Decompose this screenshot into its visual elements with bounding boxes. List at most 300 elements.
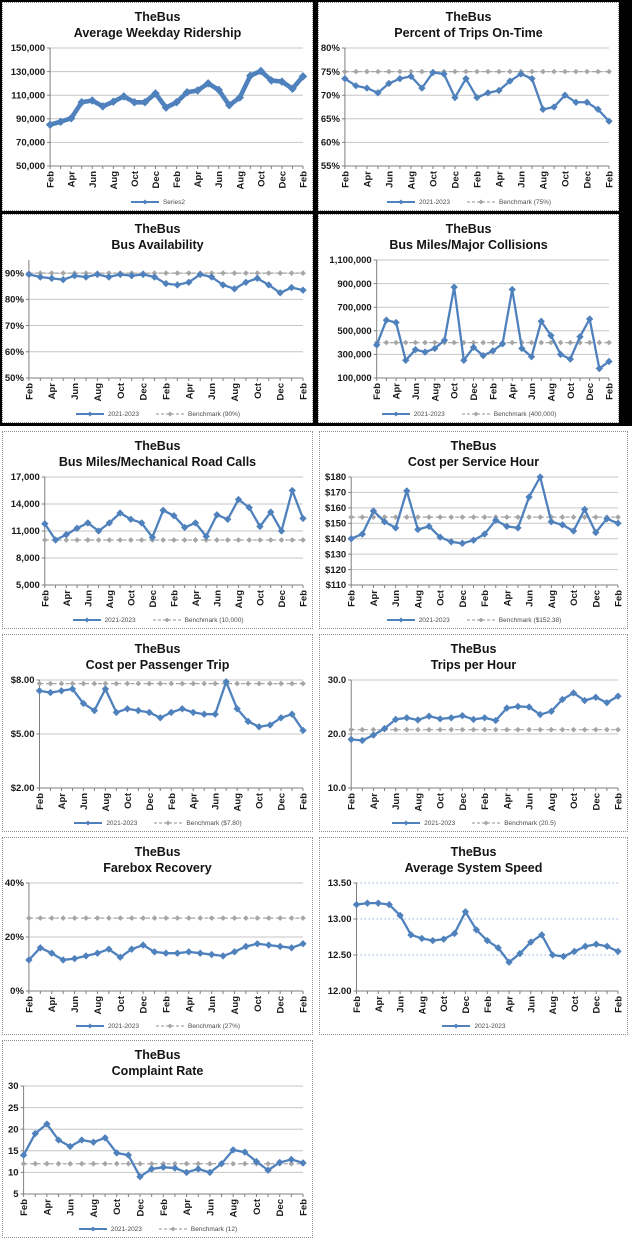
- chart-title-line1: TheBus: [134, 222, 181, 236]
- svg-text:Dec: Dec: [276, 590, 288, 608]
- chart-legend: [3, 1225, 312, 1233]
- svg-text:90,000: 90,000: [16, 114, 46, 125]
- chart-title: [320, 642, 627, 673]
- chart-title: [3, 642, 312, 673]
- svg-text:Dec: Dec: [460, 996, 472, 1014]
- svg-text:700,000: 700,000: [337, 302, 372, 314]
- svg-text:Oct: Oct: [112, 1199, 124, 1215]
- svg-text:Oct: Oct: [256, 171, 268, 187]
- svg-text:Feb: Feb: [298, 383, 310, 400]
- on-time-line-chart: [319, 43, 618, 193]
- svg-text:50%: 50%: [4, 373, 24, 385]
- series-line-swatch: [381, 410, 411, 418]
- svg-text:Jun: Jun: [526, 996, 538, 1013]
- svg-text:Feb: Feb: [45, 171, 57, 188]
- availability-line-chart: [3, 255, 312, 405]
- svg-text:Jun: Jun: [207, 996, 219, 1013]
- legend-label: 2021-2023: [107, 1022, 140, 1030]
- chart-title-line1: TheBus: [134, 10, 181, 24]
- legend-label: 2021-2023: [110, 1225, 142, 1233]
- legend-item-benchmark: [153, 819, 241, 827]
- chart-title-line1: TheBus: [450, 439, 497, 453]
- svg-text:Oct: Oct: [122, 793, 134, 809]
- legend-label: Benchmark (75%): [499, 198, 552, 206]
- svg-text:Apr: Apr: [56, 793, 68, 810]
- chart-panel-bus-availability: [2, 214, 313, 423]
- svg-text:Oct: Oct: [129, 171, 141, 187]
- svg-text:Feb: Feb: [352, 996, 363, 1013]
- legend-item-series: [73, 819, 137, 827]
- svg-text:100,000: 100,000: [337, 373, 372, 385]
- svg-text:Oct: Oct: [449, 383, 461, 399]
- svg-text:Feb: Feb: [372, 383, 384, 400]
- svg-text:Apr: Apr: [391, 383, 403, 400]
- svg-text:55%: 55%: [320, 161, 340, 173]
- chart-title: [3, 222, 312, 253]
- series-line-swatch: [75, 1022, 105, 1030]
- svg-text:Aug: Aug: [100, 793, 112, 812]
- svg-text:13.00: 13.00: [327, 914, 352, 926]
- svg-text:Dec: Dec: [144, 793, 156, 811]
- svg-text:Feb: Feb: [346, 793, 358, 810]
- series-line-swatch: [130, 198, 160, 206]
- chart-legend: [3, 1022, 312, 1030]
- farebox-line-chart: [3, 878, 312, 1018]
- svg-text:Jun: Jun: [207, 383, 219, 400]
- legend-label: Benchmark (90%): [188, 410, 241, 418]
- svg-text:Aug: Aug: [430, 383, 442, 402]
- svg-text:Feb: Feb: [40, 590, 52, 607]
- svg-text:17,000: 17,000: [10, 472, 40, 484]
- svg-text:150,000: 150,000: [10, 43, 46, 55]
- svg-text:12.50: 12.50: [327, 950, 352, 962]
- svg-text:Dec: Dec: [135, 1199, 147, 1217]
- legend-item-series: [78, 1225, 142, 1233]
- svg-text:Aug: Aug: [235, 171, 247, 190]
- legend-item-series: [75, 410, 139, 418]
- legend-item-series: [391, 819, 455, 827]
- svg-text:Feb: Feb: [161, 383, 173, 400]
- svg-text:Dec: Dec: [457, 793, 469, 811]
- svg-text:Dec: Dec: [591, 590, 603, 608]
- chart-title-line2: Trips per Hour: [430, 657, 517, 672]
- legend-item-series: [441, 1022, 505, 1030]
- chart-title-line2: Bus Availability: [111, 237, 204, 252]
- legend-item-benchmark: [155, 410, 240, 418]
- svg-text:Apr: Apr: [368, 793, 380, 810]
- svg-text:Aug: Aug: [229, 996, 241, 1015]
- svg-text:8,000: 8,000: [16, 553, 40, 565]
- chart-panel-bus-miles-mechanical-road-calls: [2, 431, 313, 629]
- cost-passenger-trip-line-chart: [3, 675, 312, 815]
- chart-panel-average-system-speed: [319, 837, 628, 1035]
- top-chart-block: [0, 0, 632, 426]
- svg-text:Dec: Dec: [275, 1199, 287, 1217]
- svg-text:Apr: Apr: [362, 171, 374, 188]
- svg-text:$110: $110: [325, 580, 347, 592]
- svg-text:Dec: Dec: [585, 383, 597, 401]
- ridership-line-chart: [3, 43, 312, 193]
- legend-item-benchmark: [461, 410, 557, 418]
- svg-text:Aug: Aug: [232, 793, 244, 812]
- svg-text:90%: 90%: [4, 268, 24, 280]
- chart-panel-farebox-recovery: [2, 837, 313, 1035]
- chart-panel-trips-per-hour: [319, 634, 628, 832]
- svg-text:Jun: Jun: [395, 996, 407, 1013]
- svg-text:Apr: Apr: [184, 383, 196, 400]
- series-line-swatch: [386, 198, 416, 206]
- legend-label: 2021-2023: [413, 410, 445, 418]
- svg-text:Oct: Oct: [252, 383, 264, 399]
- svg-text:Aug: Aug: [546, 383, 558, 402]
- svg-text:40%: 40%: [4, 878, 24, 890]
- svg-text:Jun: Jun: [65, 1199, 77, 1216]
- chart-title-line2: Average Weekday Ridership: [73, 25, 242, 40]
- series-line-swatch: [441, 1022, 471, 1030]
- svg-text:Feb: Feb: [604, 171, 616, 188]
- svg-text:80%: 80%: [320, 43, 340, 55]
- chart-legend: [3, 198, 312, 206]
- chart-legend: [319, 410, 618, 418]
- svg-text:Apr: Apr: [502, 793, 514, 810]
- chart-row-4: [2, 634, 628, 832]
- svg-text:Feb: Feb: [482, 996, 494, 1013]
- legend-label: 2021-2023: [418, 198, 451, 206]
- series-line-swatch: [391, 819, 421, 827]
- chart-title-line1: TheBus: [445, 10, 492, 24]
- svg-text:Feb: Feb: [298, 996, 310, 1013]
- svg-text:Aug: Aug: [92, 383, 104, 402]
- svg-text:Oct: Oct: [115, 383, 127, 399]
- benchmark-line-swatch: [466, 616, 496, 624]
- svg-text:Jun: Jun: [524, 793, 536, 810]
- svg-text:65%: 65%: [320, 114, 340, 125]
- series-line-swatch: [78, 1225, 108, 1233]
- legend-item-series: [75, 1022, 139, 1030]
- svg-text:Feb: Feb: [24, 383, 36, 400]
- svg-text:Feb: Feb: [166, 793, 178, 810]
- chart-row-3: [2, 431, 628, 629]
- svg-text:Jun: Jun: [205, 1199, 217, 1216]
- chart-title-line2: Farebox Recovery: [103, 860, 212, 875]
- svg-text:Apr: Apr: [47, 383, 59, 400]
- svg-text:80%: 80%: [4, 294, 24, 306]
- chart-title-line2: Bus Miles/Major Collisions: [389, 237, 548, 252]
- collisions-line-chart: [319, 255, 618, 405]
- svg-text:Dec: Dec: [457, 590, 469, 608]
- benchmark-line-swatch: [461, 410, 491, 418]
- empty-slot: [319, 1040, 628, 1238]
- svg-text:$150: $150: [325, 518, 347, 530]
- svg-text:70%: 70%: [4, 320, 24, 332]
- legend-item-benchmark: [152, 616, 244, 624]
- svg-text:Aug: Aug: [233, 590, 245, 609]
- chart-panel-complaint-rate: [2, 1040, 313, 1238]
- chart-legend: [320, 616, 627, 624]
- legend-item-benchmark: [466, 198, 551, 206]
- svg-text:Oct: Oct: [560, 171, 572, 187]
- svg-text:$130: $130: [325, 549, 347, 561]
- cost-service-hour-line-chart: [320, 472, 627, 612]
- series-line-swatch: [75, 410, 105, 418]
- svg-text:$180: $180: [325, 472, 347, 484]
- chart-row-1: [2, 2, 619, 211]
- legend-item-benchmark: [466, 616, 562, 624]
- chart-title: [3, 439, 312, 470]
- svg-text:Dec: Dec: [147, 590, 159, 608]
- svg-text:Feb: Feb: [346, 590, 358, 607]
- svg-text:Dec: Dec: [277, 171, 289, 189]
- chart-panel-cost-per-passenger-trip: [2, 634, 313, 832]
- svg-text:Aug: Aug: [92, 996, 104, 1015]
- svg-text:Feb: Feb: [24, 996, 36, 1013]
- chart-title: [319, 10, 618, 41]
- legend-item-benchmark: [158, 1225, 237, 1233]
- chart-title-line1: TheBus: [134, 1048, 181, 1062]
- chart-title: [3, 845, 312, 876]
- chart-panel-percent-trips-on-time: [318, 2, 619, 211]
- svg-text:$170: $170: [325, 487, 347, 499]
- svg-text:Feb: Feb: [161, 996, 173, 1013]
- chart-title-line1: TheBus: [134, 845, 181, 859]
- svg-text:Apr: Apr: [47, 996, 59, 1013]
- svg-text:11,000: 11,000: [11, 526, 40, 538]
- legend-label: Benchmark (27%): [188, 1022, 241, 1030]
- svg-text:Feb: Feb: [35, 793, 46, 810]
- benchmark-line-swatch: [155, 1022, 185, 1030]
- svg-text:Feb: Feb: [613, 590, 625, 607]
- svg-text:$140: $140: [325, 533, 347, 545]
- svg-text:0%: 0%: [10, 986, 24, 998]
- svg-text:Oct: Oct: [254, 793, 266, 809]
- chart-title-line1: TheBus: [134, 642, 181, 656]
- legend-label: Benchmark ($152.38): [498, 616, 562, 624]
- svg-text:Apr: Apr: [504, 996, 516, 1013]
- svg-text:Dec: Dec: [582, 171, 594, 189]
- svg-text:Apr: Apr: [182, 1199, 194, 1216]
- legend-label: 2021-2023: [104, 616, 136, 624]
- svg-text:Aug: Aug: [229, 383, 241, 402]
- svg-text:Jun: Jun: [212, 590, 224, 607]
- svg-text:70%: 70%: [320, 90, 340, 102]
- svg-text:Feb: Feb: [604, 383, 616, 400]
- svg-text:Jun: Jun: [391, 590, 403, 607]
- svg-text:13.50: 13.50: [327, 878, 352, 890]
- system-speed-line-chart: [320, 878, 627, 1018]
- legend-label: Benchmark ($7.80): [186, 819, 242, 827]
- chart-title-line2: Percent of Trips On-Time: [394, 25, 543, 40]
- svg-text:Jun: Jun: [516, 171, 528, 188]
- svg-text:20: 20: [8, 1124, 19, 1136]
- svg-text:Oct: Oct: [569, 996, 581, 1012]
- svg-text:Oct: Oct: [255, 590, 267, 606]
- svg-text:Feb: Feb: [169, 590, 181, 607]
- svg-text:Feb: Feb: [472, 171, 484, 188]
- svg-text:Aug: Aug: [538, 171, 550, 190]
- svg-text:12.00: 12.00: [327, 986, 352, 998]
- chart-panel-cost-per-service-hour: [319, 431, 628, 629]
- chart-legend: [3, 410, 312, 418]
- chart-legend: [320, 1022, 627, 1030]
- svg-text:Jun: Jun: [524, 590, 536, 607]
- chart-title: [320, 439, 627, 470]
- chart-title-line2: Average System Speed: [404, 860, 543, 875]
- svg-text:300,000: 300,000: [337, 349, 372, 361]
- road-calls-line-chart: [3, 472, 312, 612]
- legend-label: 2021-2023: [107, 410, 140, 418]
- svg-text:20%: 20%: [4, 932, 24, 944]
- svg-text:5,000: 5,000: [16, 580, 40, 592]
- svg-text:Feb: Feb: [158, 1199, 170, 1216]
- svg-text:15: 15: [8, 1146, 19, 1157]
- chart-title: [3, 1048, 312, 1079]
- svg-text:Feb: Feb: [298, 590, 310, 607]
- svg-text:130,000: 130,000: [10, 66, 46, 78]
- svg-text:Dec: Dec: [138, 383, 150, 401]
- chart-row-2: [2, 214, 619, 423]
- chart-title-line1: TheBus: [450, 845, 497, 859]
- benchmark-line-swatch: [153, 819, 183, 827]
- svg-text:60%: 60%: [4, 346, 24, 358]
- svg-text:Jun: Jun: [410, 383, 422, 400]
- svg-text:20.0: 20.0: [327, 729, 347, 741]
- svg-text:Feb: Feb: [488, 383, 500, 400]
- svg-text:Feb: Feb: [298, 793, 310, 810]
- svg-text:$120: $120: [325, 564, 347, 576]
- legend-label: 2021-2023: [418, 616, 450, 624]
- svg-text:70,000: 70,000: [16, 137, 46, 149]
- svg-text:50,000: 50,000: [16, 161, 46, 173]
- svg-text:Dec: Dec: [150, 171, 162, 189]
- svg-text:Oct: Oct: [569, 590, 581, 606]
- legend-label: Benchmark (20.5): [504, 819, 556, 827]
- svg-text:Dec: Dec: [591, 996, 603, 1014]
- svg-text:Aug: Aug: [546, 590, 558, 609]
- svg-text:Feb: Feb: [340, 171, 352, 188]
- svg-text:500,000: 500,000: [337, 326, 372, 337]
- svg-text:Jun: Jun: [87, 171, 99, 188]
- svg-text:Feb: Feb: [19, 1199, 31, 1216]
- benchmark-line-swatch: [155, 410, 185, 418]
- svg-text:Aug: Aug: [108, 171, 120, 190]
- svg-text:$5.00: $5.00: [10, 729, 35, 741]
- svg-text:110,000: 110,000: [11, 90, 46, 102]
- chart-legend: [3, 819, 312, 827]
- svg-text:Jun: Jun: [527, 383, 539, 400]
- svg-text:Apr: Apr: [42, 1199, 54, 1216]
- svg-text:Oct: Oct: [565, 383, 577, 399]
- svg-text:Apr: Apr: [373, 996, 385, 1013]
- benchmark-line-swatch: [466, 198, 496, 206]
- svg-text:5: 5: [13, 1189, 19, 1201]
- chart-title-line2: Complaint Rate: [111, 1063, 204, 1078]
- series-line-swatch: [386, 616, 416, 624]
- svg-text:Jun: Jun: [214, 171, 226, 188]
- chart-title-line2: Cost per Service Hour: [407, 454, 540, 469]
- svg-text:$2.00: $2.00: [10, 783, 35, 795]
- trips-per-hour-line-chart: [320, 675, 627, 815]
- chart-row-5: [2, 837, 628, 1035]
- series-line-swatch: [73, 819, 103, 827]
- svg-text:Apr: Apr: [66, 171, 78, 188]
- chart-panel-average-weekday-ridership: [2, 2, 313, 211]
- legend-label: Benchmark (400,000): [493, 410, 557, 418]
- svg-text:30.0: 30.0: [327, 675, 347, 687]
- svg-text:Aug: Aug: [546, 793, 558, 812]
- legend-item-series: [72, 616, 136, 624]
- svg-text:Oct: Oct: [439, 996, 451, 1012]
- chart-title: [3, 10, 312, 41]
- svg-text:Aug: Aug: [417, 996, 429, 1015]
- svg-text:Jun: Jun: [70, 996, 82, 1013]
- legend-label: Benchmark (10,000): [184, 616, 244, 624]
- svg-text:$8.00: $8.00: [10, 675, 35, 687]
- svg-text:Dec: Dec: [275, 996, 287, 1014]
- svg-text:Jun: Jun: [384, 171, 396, 188]
- legend-item-benchmark: [471, 819, 556, 827]
- svg-text:10: 10: [8, 1167, 19, 1179]
- svg-text:Jun: Jun: [83, 590, 95, 607]
- svg-text:Aug: Aug: [548, 996, 560, 1015]
- svg-text:Feb: Feb: [298, 171, 310, 188]
- chart-legend: [320, 819, 627, 827]
- svg-text:Jun: Jun: [70, 383, 82, 400]
- chart-title-line2: Bus Miles/Mechanical Road Calls: [58, 454, 257, 469]
- legend-item-series: [386, 616, 450, 624]
- svg-text:Dec: Dec: [591, 793, 603, 811]
- svg-text:Aug: Aug: [88, 1199, 100, 1218]
- svg-text:Jun: Jun: [210, 793, 222, 810]
- svg-text:Apr: Apr: [184, 996, 196, 1013]
- svg-text:Feb: Feb: [613, 793, 625, 810]
- benchmark-line-swatch: [471, 819, 501, 827]
- svg-text:Aug: Aug: [228, 1199, 240, 1218]
- legend-label: Series2: [162, 198, 186, 206]
- svg-text:900,000: 900,000: [337, 278, 372, 290]
- svg-text:1,100,000: 1,100,000: [329, 255, 372, 267]
- legend-label: 2021-2023: [474, 1022, 506, 1030]
- legend-label: Benchmark (12): [190, 1225, 238, 1233]
- chart-title-line2: Cost per Passenger Trip: [85, 657, 230, 672]
- svg-text:Jun: Jun: [391, 793, 403, 810]
- svg-text:Oct: Oct: [252, 996, 264, 1012]
- svg-text:Apr: Apr: [188, 793, 200, 810]
- svg-text:Jun: Jun: [78, 793, 90, 810]
- svg-text:60%: 60%: [320, 137, 340, 149]
- svg-text:Oct: Oct: [428, 171, 440, 187]
- svg-text:Apr: Apr: [368, 590, 380, 607]
- legend-item-series: [130, 198, 185, 206]
- chart-legend: [319, 198, 618, 206]
- chart-title-line1: TheBus: [450, 642, 497, 656]
- svg-text:Aug: Aug: [413, 590, 425, 609]
- chart-row-6: [2, 1040, 628, 1238]
- chart-panel-bus-miles-major-collisions: [318, 214, 619, 423]
- legend-item-benchmark: [155, 1022, 240, 1030]
- chart-legend: [3, 616, 312, 624]
- svg-text:$160: $160: [325, 503, 347, 515]
- svg-text:Apr: Apr: [193, 171, 205, 188]
- svg-text:Dec: Dec: [450, 171, 462, 189]
- svg-text:Dec: Dec: [138, 996, 150, 1014]
- svg-text:25: 25: [8, 1102, 19, 1114]
- complaint-rate-line-chart: [3, 1081, 312, 1221]
- svg-text:Apr: Apr: [190, 590, 202, 607]
- svg-text:14,000: 14,000: [10, 499, 40, 511]
- legend-label: 2021-2023: [106, 819, 138, 827]
- svg-text:Feb: Feb: [298, 1199, 310, 1216]
- svg-text:Oct: Oct: [251, 1199, 263, 1215]
